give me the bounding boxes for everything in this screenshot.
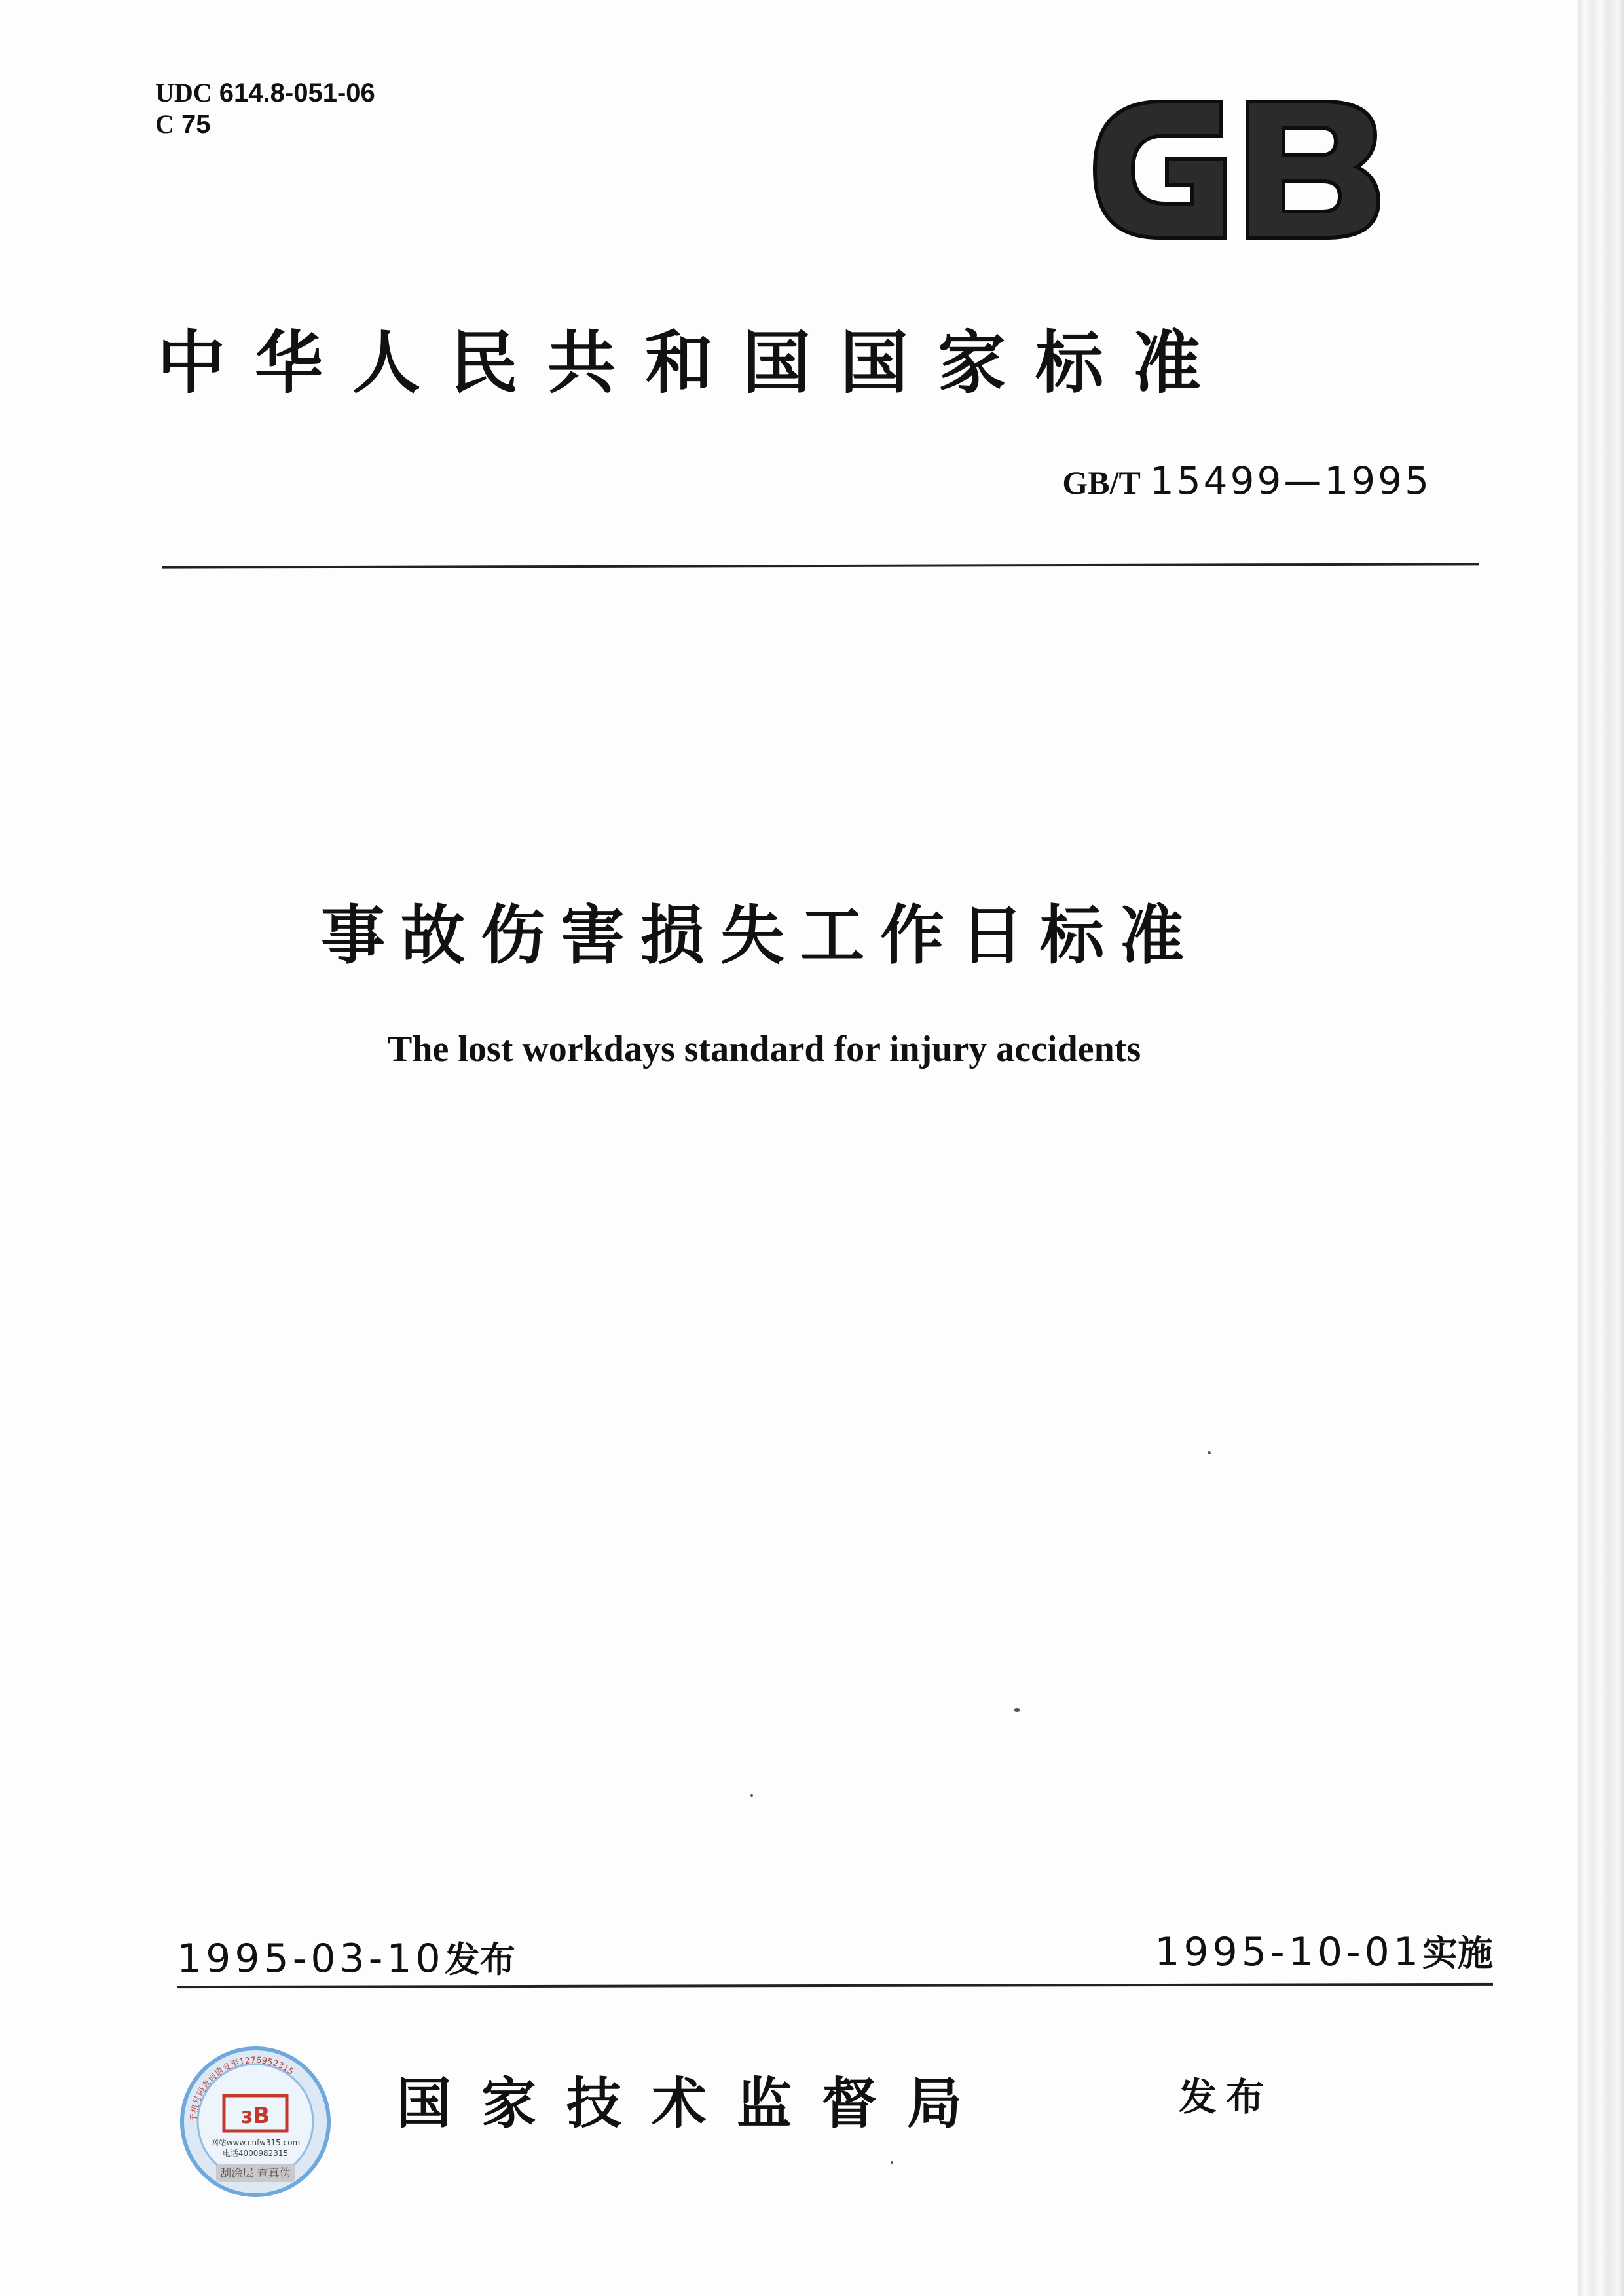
scan-speck [1208,1451,1211,1454]
class-code: 75 [181,110,211,139]
issue-verb: 发布 [1179,2075,1274,2119]
scan-speck [750,1794,753,1797]
issue-date-label: 发布 [444,1939,515,1980]
scan-speck [1014,1708,1020,1712]
udc-label: UDC [155,78,212,107]
implementation-date-label: 实施 [1422,1933,1493,1974]
class-line [155,109,375,140]
class-label: C [155,109,174,139]
issue-date-value: 1995-03-10 [177,1936,445,1982]
national-standard-title: 中华人民共和国国家标准 [157,323,1231,403]
standard-number-prefix: GB/T [1062,464,1141,501]
document-title-en: The lost workdays standard for injury accidents [388,1029,1141,1069]
issuing-authority: 国家技术监督局 [396,2071,993,2136]
anti-counterfeit-seal-icon [177,2043,334,2200]
svg-text:ɜB: ɜB [240,2103,270,2129]
seal-ring-text: 手机号码查询请发至1276952315 [189,2055,296,2122]
header-divider [162,563,1479,568]
classification-block [155,77,375,140]
seal-bottom-text: 刮涂层 查真伪 [220,2167,291,2180]
seal-website: 网站www.cnfw315.com [210,2138,301,2147]
page-edge-stack [1578,0,1624,2296]
seal-phone: 电话4000982315 [222,2149,289,2158]
gb-logo [1087,95,1383,244]
document-title-zh: 事故伤害损失工作日标准 [321,898,1200,973]
standard-number-value: 15499—1995 [1149,458,1431,503]
implementation-date [1154,1925,1493,1976]
scan-speck [891,2161,893,2164]
implementation-date-value: 1995-10-01 [1154,1929,1422,1975]
udc-line [155,77,375,109]
issue-date [177,1932,515,1982]
standard-number [1062,458,1431,503]
udc-code: 614.8-051-06 [219,79,375,107]
footer-divider [177,1983,1493,1988]
